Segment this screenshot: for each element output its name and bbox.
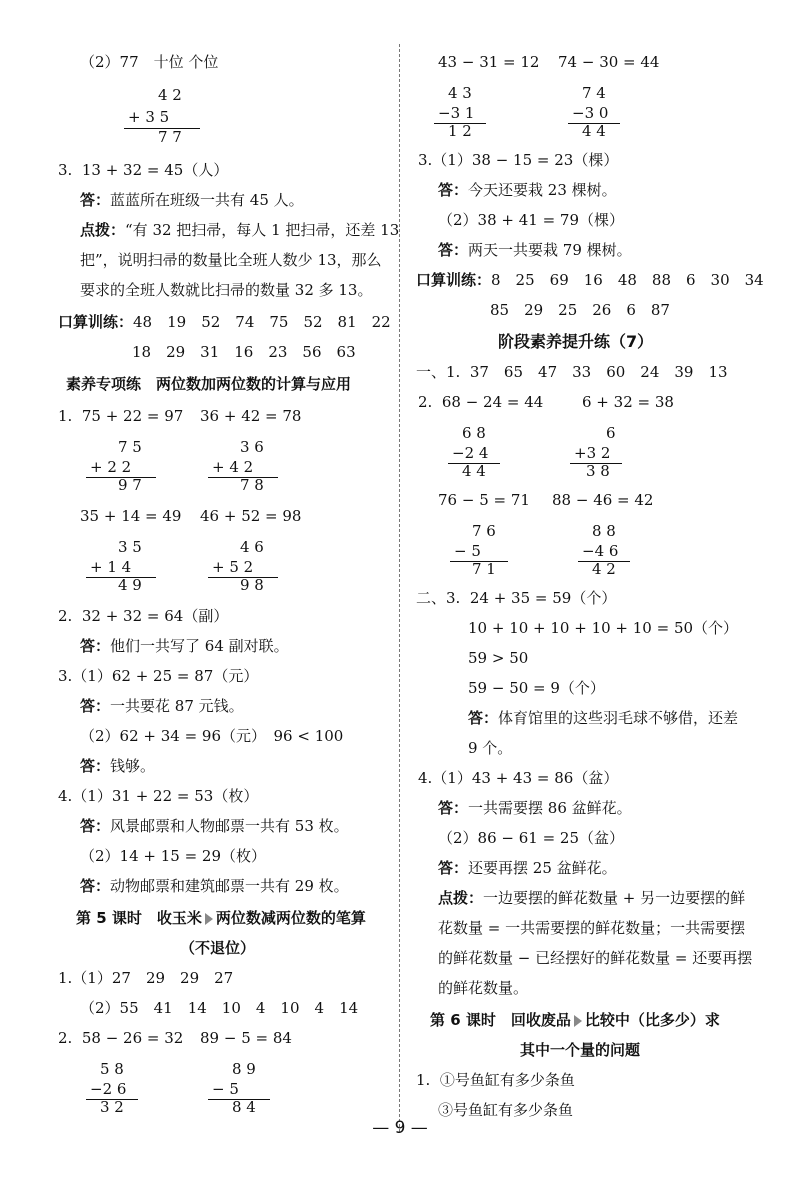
vcalc-row: + 5 2 <box>212 558 254 576</box>
line: 1. ①号鱼缸有多少条鱼 <box>416 1071 575 1089</box>
vcalc-row: + 1 4 <box>90 558 132 576</box>
line: 10 + 10 + 10 + 10 + 10 = 50（个） <box>468 619 739 637</box>
line: 3.（1）38 − 15 = 23（棵） <box>418 151 619 169</box>
line: （2）55 41 14 10 4 10 4 14 <box>80 999 359 1017</box>
line: 89 − 5 = 84 <box>200 1029 292 1047</box>
vcalc-row: 7 5 <box>118 438 142 456</box>
vcalc-row: 9 8 <box>240 576 264 594</box>
vcalc-row: −2 4 <box>452 444 489 462</box>
line: 答：动物邮票和建筑邮票一共有 29 枚。 <box>80 877 349 895</box>
line: （2）86 − 61 = 25（盆） <box>438 829 625 847</box>
line: （2）14 + 15 = 29（枚） <box>80 847 267 865</box>
line: 4.（1）31 + 22 = 53（枚） <box>58 787 259 805</box>
vcalc-row: 7 7 <box>158 128 182 146</box>
line: 2. 58 − 26 = 32 <box>58 1029 184 1047</box>
vcalc-row: + 4 2 <box>212 458 254 476</box>
line: 76 − 5 = 71 <box>438 491 530 509</box>
vcalc-row: −3 0 <box>572 104 609 122</box>
line: 18 29 31 16 23 56 63 <box>132 343 356 361</box>
vcalc-row: 8 8 <box>592 522 616 540</box>
vcalc-row: −4 6 <box>582 542 619 560</box>
line: 答：一共需要摆 86 盆鲜花。 <box>438 799 632 817</box>
line: 答：风景邮票和人物邮票一共有 53 枚。 <box>80 817 349 835</box>
line: 88 − 46 = 42 <box>552 491 654 509</box>
vcalc-row: 4 9 <box>118 576 142 594</box>
line: 的鲜花数量。 <box>438 979 529 997</box>
vcalc-row: −3 1 <box>438 104 475 122</box>
line: 答：体育馆里的这些羽毛球不够借，还差 <box>468 709 739 727</box>
lesson-heading: 第 6 课时 回收废品 比较中（比多少）求 <box>430 1011 720 1029</box>
line: 1.（1）27 29 29 27 <box>58 969 234 987</box>
vcalc-row: 4 4 <box>462 462 486 480</box>
line: 答：他们一共写了 64 副对联。 <box>80 637 289 655</box>
line: 答：两天一共要栽 79 棵树。 <box>438 241 632 259</box>
vcalc-row: 4 4 <box>582 122 606 140</box>
line: 59 − 50 = 9（个） <box>468 679 605 697</box>
line: 6 + 32 = 38 <box>582 393 674 411</box>
line: 2. 32 + 32 = 64（副） <box>58 607 229 625</box>
line: 74 − 30 = 44 <box>558 53 660 71</box>
vcalc-row: 4 3 <box>448 84 472 102</box>
page-number: — 9 — <box>372 1118 428 1138</box>
line: 花数量 = 一共需要摆的鲜花数量；一共需要摆 <box>438 919 746 937</box>
line: 9 个。 <box>468 739 513 757</box>
line: 4.（1）43 + 43 = 86（盆） <box>418 769 619 787</box>
line: 口算训练：48 19 52 74 75 52 81 22 <box>58 313 391 331</box>
vcalc-row: 3 6 <box>240 438 264 456</box>
vcalc-row: 6 <box>606 424 616 442</box>
line: 二、3. 24 + 35 = 59（个） <box>416 589 617 607</box>
line: 85 29 25 26 6 87 <box>490 301 670 319</box>
vcalc-row: 4 2 <box>592 560 616 578</box>
line: 36 + 42 = 78 <box>200 407 302 425</box>
line: （2）77 十位 个位 <box>80 53 219 71</box>
vcalc-row: 7 1 <box>472 560 496 578</box>
line: 一、1. 37 65 47 33 60 24 39 13 <box>416 363 728 381</box>
vcalc-row: 6 8 <box>462 424 486 442</box>
line: 3. 13 + 32 = 45（人） <box>58 161 229 179</box>
line: 点拨：“有 32 把扫帚，每人 1 把扫帚，还差 13 <box>80 221 400 239</box>
line: 口算训练：8 25 69 16 48 88 6 30 34 <box>416 271 764 289</box>
line: ③号鱼缸有多少条鱼 <box>438 1101 574 1119</box>
line: 点拨：一边要摆的鲜花数量 + 另一边要摆的鲜 <box>438 889 746 907</box>
vcalc-row: 7 4 <box>582 84 606 102</box>
vcalc-row: 3 2 <box>100 1098 124 1116</box>
line: 答：一共要花 87 元钱。 <box>80 697 244 715</box>
line: 答：蓝蓝所在班级一共有 45 人。 <box>80 191 304 209</box>
line: （2）62 + 34 = 96（元） 96 < 100 <box>80 727 344 745</box>
vcalc-row: + 2 2 <box>90 458 132 476</box>
arrow-right-icon <box>574 1015 582 1027</box>
vcalc-row: 1 2 <box>448 122 472 140</box>
vcalc-row: + 3 5 <box>128 108 170 126</box>
line: 35 + 14 = 49 <box>80 507 182 525</box>
line: 1. 75 + 22 = 97 <box>58 407 184 425</box>
vcalc-row: − 5 <box>454 542 481 560</box>
line: 46 + 52 = 98 <box>200 507 302 525</box>
line: 把”，说明扫帚的数量比全班人数少 13，那么 <box>80 251 382 269</box>
vcalc-row: 8 4 <box>232 1098 256 1116</box>
vcalc-row: 8 9 <box>232 1060 256 1078</box>
section-heading: 阶段素养提升练（7） <box>498 332 654 351</box>
vcalc-row: 7 8 <box>240 476 264 494</box>
column-divider <box>399 44 400 1132</box>
arrow-right-icon <box>205 913 213 925</box>
vcalc-row: 7 6 <box>472 522 496 540</box>
lesson-heading-cont: （不退位） <box>180 939 256 957</box>
vcalc-row: 3 8 <box>586 462 610 480</box>
line: 答：今天还要栽 23 棵树。 <box>438 181 617 199</box>
line: （2）38 + 41 = 79（棵） <box>438 211 625 229</box>
lesson-heading-cont: 其中一个量的问题 <box>520 1041 641 1059</box>
line: 59 > 50 <box>468 649 529 667</box>
line: 答：钱够。 <box>80 757 156 775</box>
line: 3.（1）62 + 25 = 87（元） <box>58 667 259 685</box>
vcalc-row: 4 6 <box>240 538 264 556</box>
vcalc-row: +3 2 <box>574 444 611 462</box>
lesson-heading: 第 5 课时 收玉米 两位数减两位数的笔算 <box>76 909 366 927</box>
line: 答：还要再摆 25 盆鲜花。 <box>438 859 617 877</box>
section-heading: 素养专项练 两位数加两位数的计算与应用 <box>66 375 352 393</box>
vcalc-row: − 5 <box>212 1080 239 1098</box>
line: 43 − 31 = 12 <box>438 53 540 71</box>
vcalc-row: 5 8 <box>100 1060 124 1078</box>
line: 的鲜花数量 − 已经摆好的鲜花数量 = 还要再摆 <box>438 949 753 967</box>
line: 要求的全班人数就比扫帚的数量 32 多 13。 <box>80 281 373 299</box>
line: 2. 68 − 24 = 44 <box>418 393 544 411</box>
vcalc-row: 3 5 <box>118 538 142 556</box>
vcalc-row: 4 2 <box>158 86 182 104</box>
vcalc-row: 9 7 <box>118 476 142 494</box>
vcalc-row: −2 6 <box>90 1080 127 1098</box>
